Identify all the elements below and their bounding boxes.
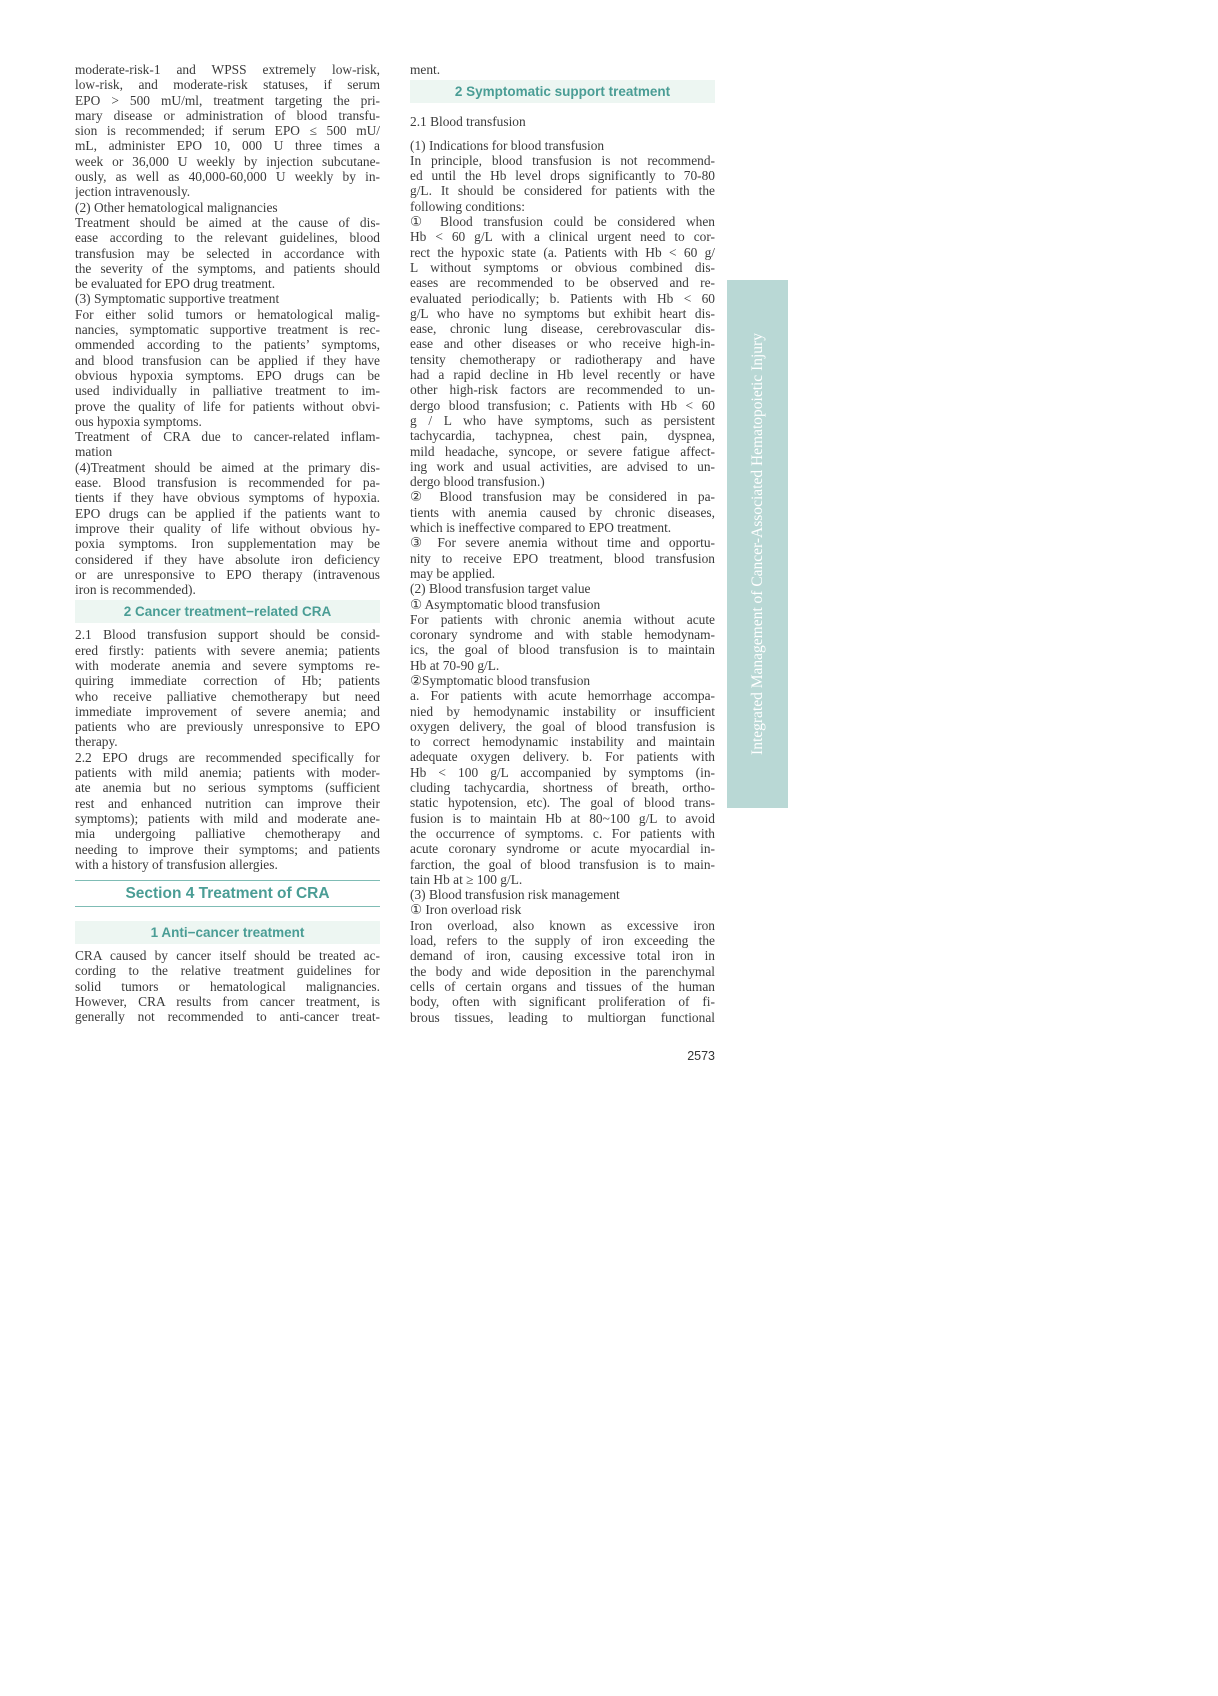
text-line: ease according to the relevant guidelines, blood	[75, 230, 380, 246]
section-heading: Section 4 Treatment of CRA	[75, 880, 380, 907]
paragraph	[410, 688, 715, 887]
text-line: For either solid tumors or hematological malig-	[75, 306, 380, 322]
text-line: mL, administer EPO 10, 000 U three times a	[75, 138, 380, 154]
text-line: mary disease or administration of blood transfu-	[75, 107, 380, 123]
paragraph	[75, 460, 380, 598]
text-line: L without symptoms or obvious combined dis-	[410, 259, 715, 275]
text-line: ③ For severe anemia without time and opportu-	[410, 535, 715, 551]
text-line: solid tumors or hematological malignancies.	[75, 978, 380, 994]
text-line: ease, chronic lung disease, cerebrovascular dis-	[410, 321, 715, 337]
text-line: had a rapid decline in Hb level recently or have	[410, 367, 715, 383]
text-line: needing to improve their symptoms; and patients	[75, 841, 380, 857]
paragraph	[75, 200, 380, 215]
text-line: ② Blood transfusion may be considered in pa-	[410, 489, 715, 505]
text-line: evaluated periodically; b. Patients with Hb < 60	[410, 290, 715, 306]
paragraph	[410, 918, 715, 1025]
text-line: and blood transfusion can be applied if they have	[75, 352, 380, 368]
text-line: transfusion may be selected in accordance with	[75, 245, 380, 261]
text-line: eases are recommended to be observed and re-	[410, 275, 715, 291]
text-line: Hb < 60 g/L with a clinical urgent need to cor-	[410, 229, 715, 245]
text-line: dergo blood transfusion; c. Patients with Hb < 60	[410, 397, 715, 413]
paragraph	[410, 214, 715, 489]
text-line: ment.	[410, 62, 441, 77]
text-line: adequate oxygen delivery. b. For patients with	[410, 749, 715, 765]
text-line: obvious hypoxia symptoms. EPO drugs can be	[75, 367, 380, 383]
text-line: acute coronary syndrome or acute myocardial in-	[410, 841, 715, 857]
text-line: ease. Blood transfusion is recommended for pa-	[75, 475, 380, 491]
text-line: quiring immediate correction of Hb; patients	[75, 673, 380, 689]
paragraph	[75, 215, 380, 291]
text-line: ed until the Hb level drops significantly to 70-80	[410, 168, 715, 184]
paragraph	[75, 291, 380, 306]
subsection-heading: 2 Symptomatic support treatment	[410, 80, 715, 103]
text-line: Hb at 70-90 g/L.	[410, 657, 500, 673]
text-line: (2) Other hematological malignancies	[75, 199, 278, 215]
text-line: mild headache, syncope, or severe fatigue affect-	[410, 443, 715, 459]
text-line: iron is recommended).	[75, 582, 196, 598]
text-line: load, refers to the supply of iron exceeding the	[410, 933, 715, 949]
text-line: rest and enhanced nutrition can improve their	[75, 795, 380, 811]
text-line: improve their quality of life without obvious hy-	[75, 520, 380, 536]
text-line: farction, the goal of blood transfusion is to main-	[410, 856, 715, 872]
text-line: ered firstly: patients with severe anemia; patients	[75, 642, 380, 658]
text-line: the occurrence of symptoms. c. For patients with	[410, 825, 715, 841]
text-line: with moderate anemia and severe symptoms re-	[75, 657, 380, 673]
text-line: cluding tachycardia, shortness of breath, ortho-	[410, 780, 715, 796]
paragraph	[410, 902, 715, 917]
text-line: the body and wide deposition in the parenchymal	[410, 963, 715, 979]
text-line: (4)Treatment should be aimed at the primary dis-	[75, 459, 380, 475]
text-line: oxygen delivery, the goal of blood transfusion is	[410, 718, 715, 734]
side-title-text: Integrated Management of Cancer-Associated Hematopoietic Injury	[748, 333, 766, 755]
text-line: brous tissues, leading to multiorgan functional	[410, 1009, 715, 1025]
text-line: In principle, blood transfusion is not recommend-	[410, 152, 715, 168]
text-line: tain Hb at ≥ 100 g/L.	[410, 871, 523, 887]
subsection-heading: 2 Cancer treatment−related CRA	[75, 600, 380, 623]
text-line: 2.1 Blood transfusion support should be consid-	[75, 627, 380, 643]
text-line: Treatment of CRA due to cancer-related inflam-	[75, 429, 380, 445]
paragraph	[410, 887, 715, 902]
text-line: g/L who have no symptoms but exhibit heart dis-	[410, 305, 715, 321]
text-line: tachycardia, tachypnea, chest pain, dyspnea,	[410, 428, 715, 444]
text-line: For patients with chronic anemia without acute	[410, 611, 715, 627]
text-line: coronary syndrome and with stable hemodynam-	[410, 627, 715, 643]
text-line: However, CRA results from cancer treatment, is	[75, 994, 380, 1010]
text-line: 2.1 Blood transfusion	[410, 114, 526, 130]
paragraph	[410, 62, 715, 77]
paragraph	[410, 597, 715, 612]
text-line: tients with anemia caused by chronic diseases,	[410, 504, 715, 520]
paragraph	[410, 535, 715, 581]
text-line: tients if they have obvious symptoms of hypoxia.	[75, 490, 380, 506]
right-column	[410, 62, 715, 1025]
text-line: ommended according to the patients’ symptoms,	[75, 337, 380, 353]
text-line: cells of certain organs and tissues of the human	[410, 978, 715, 994]
paragraph	[410, 138, 715, 153]
text-line: following conditions:	[410, 198, 525, 214]
text-line: a. For patients with acute hemorrhage accompa-	[410, 688, 715, 704]
text-line: ing work and usual activities, are advised to un-	[410, 458, 715, 474]
text-line: (2) Blood transfusion target value	[410, 581, 591, 597]
text-line: the severity of the symptoms, and patients should	[75, 260, 380, 276]
text-line: (3) Blood transfusion risk management	[410, 887, 620, 903]
paragraph	[75, 627, 380, 749]
text-line: mation	[75, 444, 113, 460]
text-line: ate anemia but no serious symptoms (sufficient	[75, 780, 380, 796]
text-line: tensity chemotherapy or radiotherapy and have	[410, 351, 715, 367]
text-line: which is ineffective compared to EPO treatment.	[410, 520, 672, 536]
text-line: considered if they have absolute iron deficiency	[75, 551, 380, 567]
paragraph	[75, 948, 380, 1024]
text-line: or are unresponsive to EPO therapy (intravenous	[75, 566, 380, 582]
text-line: used individually in palliative treatment to im-	[75, 383, 380, 399]
text-line: ②Symptomatic blood transfusion	[410, 672, 591, 688]
text-line: body, often with significant proliferation of fi-	[410, 994, 715, 1010]
text-line: rect the hypoxic state (a. Patients with Hb < 60 g/	[410, 244, 715, 260]
text-line: g / L who have symptoms, such as persistent	[410, 412, 715, 428]
text-line: dergo blood transfusion.)	[410, 474, 545, 490]
page-number: 2573	[687, 1049, 715, 1063]
text-line: who receive palliative chemotherapy but need	[75, 688, 380, 704]
text-line: with a history of transfusion allergies.	[75, 856, 278, 872]
text-line: ously, as well as 40,000-60,000 U weekly by in-	[75, 169, 380, 185]
text-line: (1) Indications for blood transfusion	[410, 137, 605, 153]
paragraph	[410, 489, 715, 535]
text-line: CRA caused by cancer itself should be treated ac-	[75, 948, 380, 964]
text-line: EPO > 500 mU/ml, treatment targeting the pri-	[75, 92, 380, 108]
text-line: other high-risk factors are recommended to un-	[410, 382, 715, 398]
text-line: jection intravenously.	[75, 184, 191, 200]
text-line: week or 36,000 U weekly by injection subcutane-	[75, 153, 380, 169]
text-line: symptoms); patients with mild and moderate ane-	[75, 810, 380, 826]
text-line: Hb < 100 g/L accompanied by symptoms (in-	[410, 764, 715, 780]
text-line: Iron overload, also known as excessive iron	[410, 917, 715, 933]
text-line: nancies, symptomatic supportive treatment is rec-	[75, 322, 380, 338]
text-line: to correct hemodynamic instability and maintain	[410, 734, 715, 750]
subheading	[410, 114, 715, 129]
text-line: demand of iron, causing excessive total iron in	[410, 948, 715, 964]
text-line: be evaluated for EPO drug treatment.	[75, 276, 276, 292]
text-line: cording to the relative treatment guidelines for	[75, 963, 380, 979]
text-line: (3) Symptomatic supportive treatment	[75, 291, 280, 307]
paragraph	[75, 429, 380, 460]
text-line: poxia symptoms. Iron supplementation may be	[75, 536, 380, 552]
text-line: ous hypoxia symptoms.	[75, 413, 202, 429]
text-line: ease and other diseases or who receive high-in-	[410, 336, 715, 352]
subsection-heading: 1 Anti−cancer treatment	[75, 921, 380, 944]
paragraph	[75, 750, 380, 872]
paragraph	[410, 673, 715, 688]
text-line: ① Blood transfusion could be considered when	[410, 214, 715, 230]
paragraph	[410, 612, 715, 673]
text-line: ① Asymptomatic blood transfusion	[410, 596, 601, 612]
text-line: sion is recommended; if serum EPO ≤ 500 mU/	[75, 123, 380, 139]
text-line: nity to receive EPO treatment, blood transfusion	[410, 550, 715, 566]
text-line: immediate improvement of severe anemia; and	[75, 703, 380, 719]
paragraph	[410, 581, 715, 596]
text-line: prove the quality of life for patients without obvi-	[75, 398, 380, 414]
text-line: ics, the goal of blood transfusion is to maintain	[410, 642, 715, 658]
text-line: static hypotension, etc). The goal of blood trans-	[410, 795, 715, 811]
paragraph	[75, 62, 380, 200]
text-line: may be applied.	[410, 565, 496, 581]
text-line: ① Iron overload risk	[410, 902, 522, 918]
text-line: therapy.	[75, 734, 118, 750]
text-line: mia undergoing palliative chemotherapy and	[75, 826, 380, 842]
paragraph	[410, 153, 715, 214]
text-line: fusion is to maintain Hb at 80~100 g/L to avoid	[410, 810, 715, 826]
text-line: moderate-risk-1 and WPSS extremely low-risk,	[75, 62, 380, 77]
text-line: g/L. It should be considered for patients with the	[410, 183, 715, 199]
text-line: generally not recommended to anti-cancer treat-	[75, 1009, 380, 1025]
text-line: Treatment should be aimed at the cause of dis-	[75, 214, 380, 230]
text-line: nied by hemodynamic instability or insufficient	[410, 703, 715, 719]
text-line: patients who are previously unresponsive to EPO	[75, 719, 380, 735]
text-line: low-risk, and moderate-risk statuses, if serum	[75, 77, 380, 93]
left-column	[75, 62, 380, 1025]
running-side-title	[727, 280, 788, 808]
text-line: EPO drugs can be applied if the patients want to	[75, 505, 380, 521]
text-line: patients with mild anemia; patients with moder-	[75, 765, 380, 781]
text-line: 2.2 EPO drugs are recommended specifically for	[75, 749, 380, 765]
paragraph	[75, 307, 380, 429]
